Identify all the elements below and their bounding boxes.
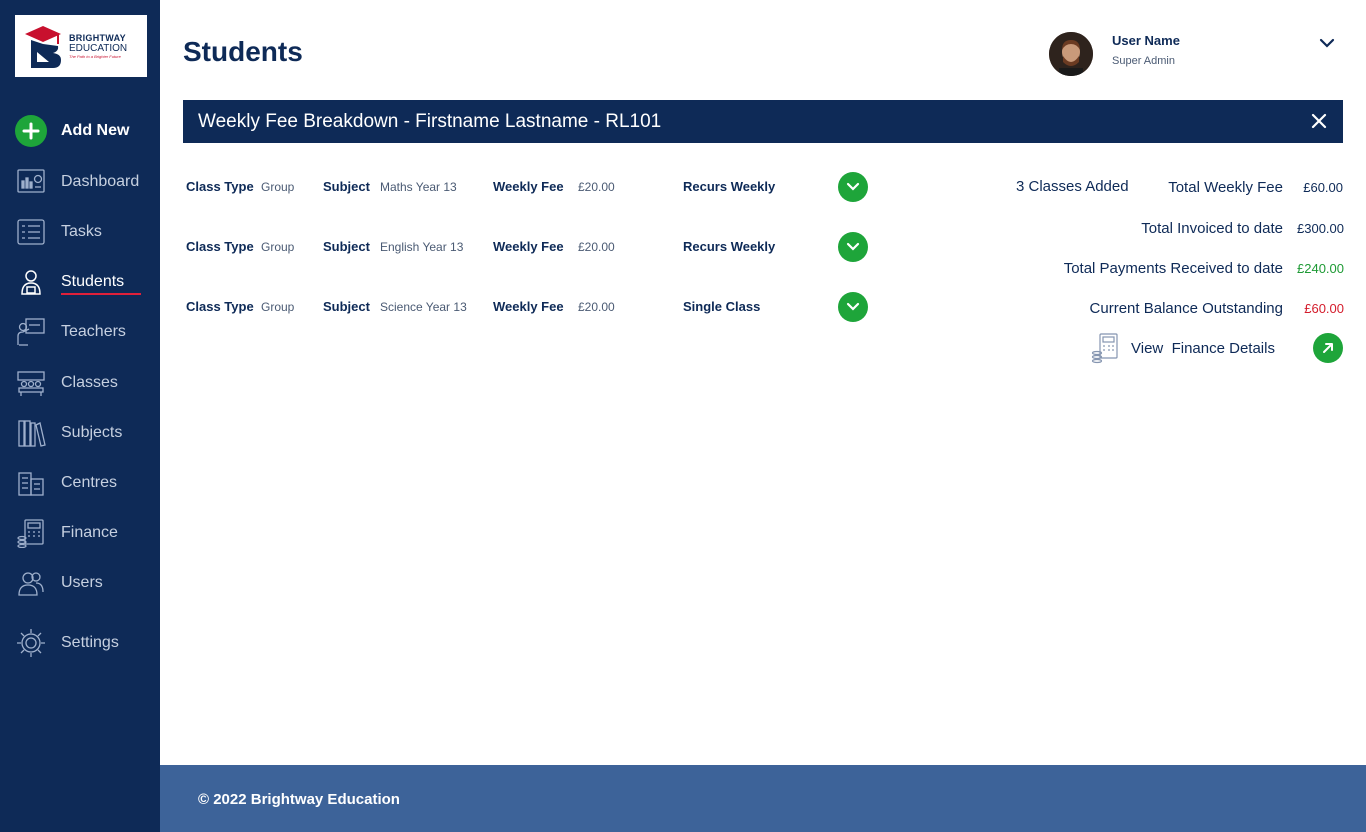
weekly-fee-value: £20.00	[578, 300, 615, 314]
users-icon	[14, 566, 48, 600]
classes-icon	[14, 366, 48, 400]
weekly-fee-value: £20.00	[578, 180, 615, 194]
class-type-value: Group	[261, 180, 295, 194]
finance-calculator-icon	[14, 516, 48, 550]
weekly-fee-value: £20.00	[578, 240, 615, 254]
class-type-value: Group	[261, 300, 295, 314]
page-title: Students	[183, 36, 303, 67]
centres-building-icon	[14, 466, 48, 500]
subject-label: Subject	[323, 239, 370, 254]
sidebar-item-users[interactable]	[14, 566, 154, 600]
sidebar-item-label: Add New	[61, 122, 130, 139]
sidebar-item-teachers[interactable]	[14, 315, 154, 349]
sidebar-item-label: Centres	[61, 474, 118, 491]
sidebar-item-settings[interactable]	[14, 626, 154, 660]
sidebar-item-classes[interactable]	[14, 366, 154, 400]
tasks-list-icon	[14, 215, 48, 249]
panel-header	[183, 100, 1343, 143]
dashboard-icon	[14, 165, 48, 199]
total-payments-value: £240.00	[1297, 261, 1344, 276]
avatar[interactable]	[1049, 32, 1093, 76]
user-avatar-icon	[1049, 32, 1093, 76]
sidebar-item-subjects[interactable]	[14, 416, 154, 450]
recurrence-label: Single Class	[683, 299, 761, 314]
brand-logo[interactable]	[15, 15, 147, 77]
sidebar-item-label: Classes	[61, 374, 118, 391]
expand-row-button[interactable]	[838, 232, 868, 262]
total-weekly-fee-value: £60.00	[1303, 180, 1343, 195]
brand-tagline: The Path to a Brighter Future	[69, 53, 121, 59]
sidebar-item-label: Dashboard	[61, 173, 140, 190]
expand-row-button[interactable]	[838, 172, 868, 202]
graduation-cap-logo-icon	[23, 22, 65, 70]
subject-value: Maths Year 13	[380, 180, 457, 194]
view-finance-details-label: View Finance Details	[1131, 340, 1275, 357]
sidebar-item-label: Teachers	[61, 323, 126, 340]
gear-icon	[14, 626, 48, 660]
weekly-fee-label: Weekly Fee	[493, 179, 564, 194]
subject-value: English Year 13	[380, 240, 464, 254]
copyright-text: © 2022 Brightway Education	[198, 791, 400, 808]
class-type-label: Class Type	[186, 299, 254, 314]
total-weekly-fee-label: Total Weekly Fee	[1168, 179, 1283, 196]
chevron-down-icon	[846, 182, 860, 192]
weekly-fee-label: Weekly Fee	[493, 299, 564, 314]
fee-row	[183, 172, 883, 202]
arrow-up-right-icon[interactable]	[1313, 333, 1343, 363]
user-name: User Name	[1112, 33, 1180, 48]
view-finance-details-link[interactable]	[1090, 332, 1344, 364]
sidebar-item-label: Users	[61, 574, 103, 591]
chevron-down-icon	[846, 302, 860, 312]
panel-title: Weekly Fee Breakdown - Firstname Lastname - RL101	[198, 110, 662, 132]
sidebar-item-dashboard[interactable]	[14, 165, 154, 199]
footer	[160, 765, 1366, 832]
weekly-fee-label: Weekly Fee	[493, 239, 564, 254]
recurrence-label: Recurs Weekly	[683, 239, 776, 254]
sidebar-item-centres[interactable]	[14, 466, 154, 500]
balance-outstanding-value: £60.00	[1304, 301, 1344, 316]
brand-name-line2: EDUCATION	[69, 42, 128, 54]
total-invoiced-label: Total Invoiced to date	[1141, 220, 1283, 237]
class-type-label: Class Type	[186, 239, 254, 254]
fee-row	[183, 292, 883, 322]
class-type-label: Class Type	[186, 179, 254, 194]
sidebar-item-label: Tasks	[61, 223, 102, 240]
subject-label: Subject	[323, 299, 370, 314]
finance-calculator-icon	[1090, 332, 1120, 364]
sidebar-item-label: Finance	[61, 524, 118, 541]
sidebar-item-label: Subjects	[61, 424, 123, 441]
classes-added-count: 3 Classes Added	[1016, 178, 1129, 195]
sidebar-item-label: Settings	[61, 634, 119, 651]
sidebar	[0, 0, 160, 832]
plus-circle-icon	[15, 115, 47, 147]
total-invoiced-value: £300.00	[1297, 221, 1344, 236]
sidebar-item-label: Students	[61, 273, 125, 290]
sidebar-item-tasks[interactable]	[14, 215, 154, 249]
balance-outstanding-label: Current Balance Outstanding	[1089, 300, 1283, 317]
teachers-icon	[14, 315, 48, 349]
active-indicator	[61, 293, 141, 295]
subject-label: Subject	[323, 179, 370, 194]
students-icon	[14, 265, 48, 299]
subjects-books-icon	[14, 416, 48, 450]
total-payments-label: Total Payments Received to date	[1063, 260, 1283, 277]
user-role: Super Admin	[1112, 55, 1175, 67]
chevron-down-icon	[846, 242, 860, 252]
fee-row	[183, 232, 883, 262]
brand-name-line1: BRIGHTWAY	[69, 32, 126, 43]
class-type-value: Group	[261, 240, 295, 254]
sidebar-item-finance[interactable]	[14, 516, 154, 550]
recurrence-label: Recurs Weekly	[683, 179, 776, 194]
subject-value: Science Year 13	[380, 300, 467, 314]
chevron-down-icon[interactable]	[1318, 36, 1336, 50]
sidebar-item-add-new[interactable]	[14, 114, 154, 148]
expand-row-button[interactable]	[838, 292, 868, 322]
close-icon[interactable]	[1309, 111, 1329, 131]
